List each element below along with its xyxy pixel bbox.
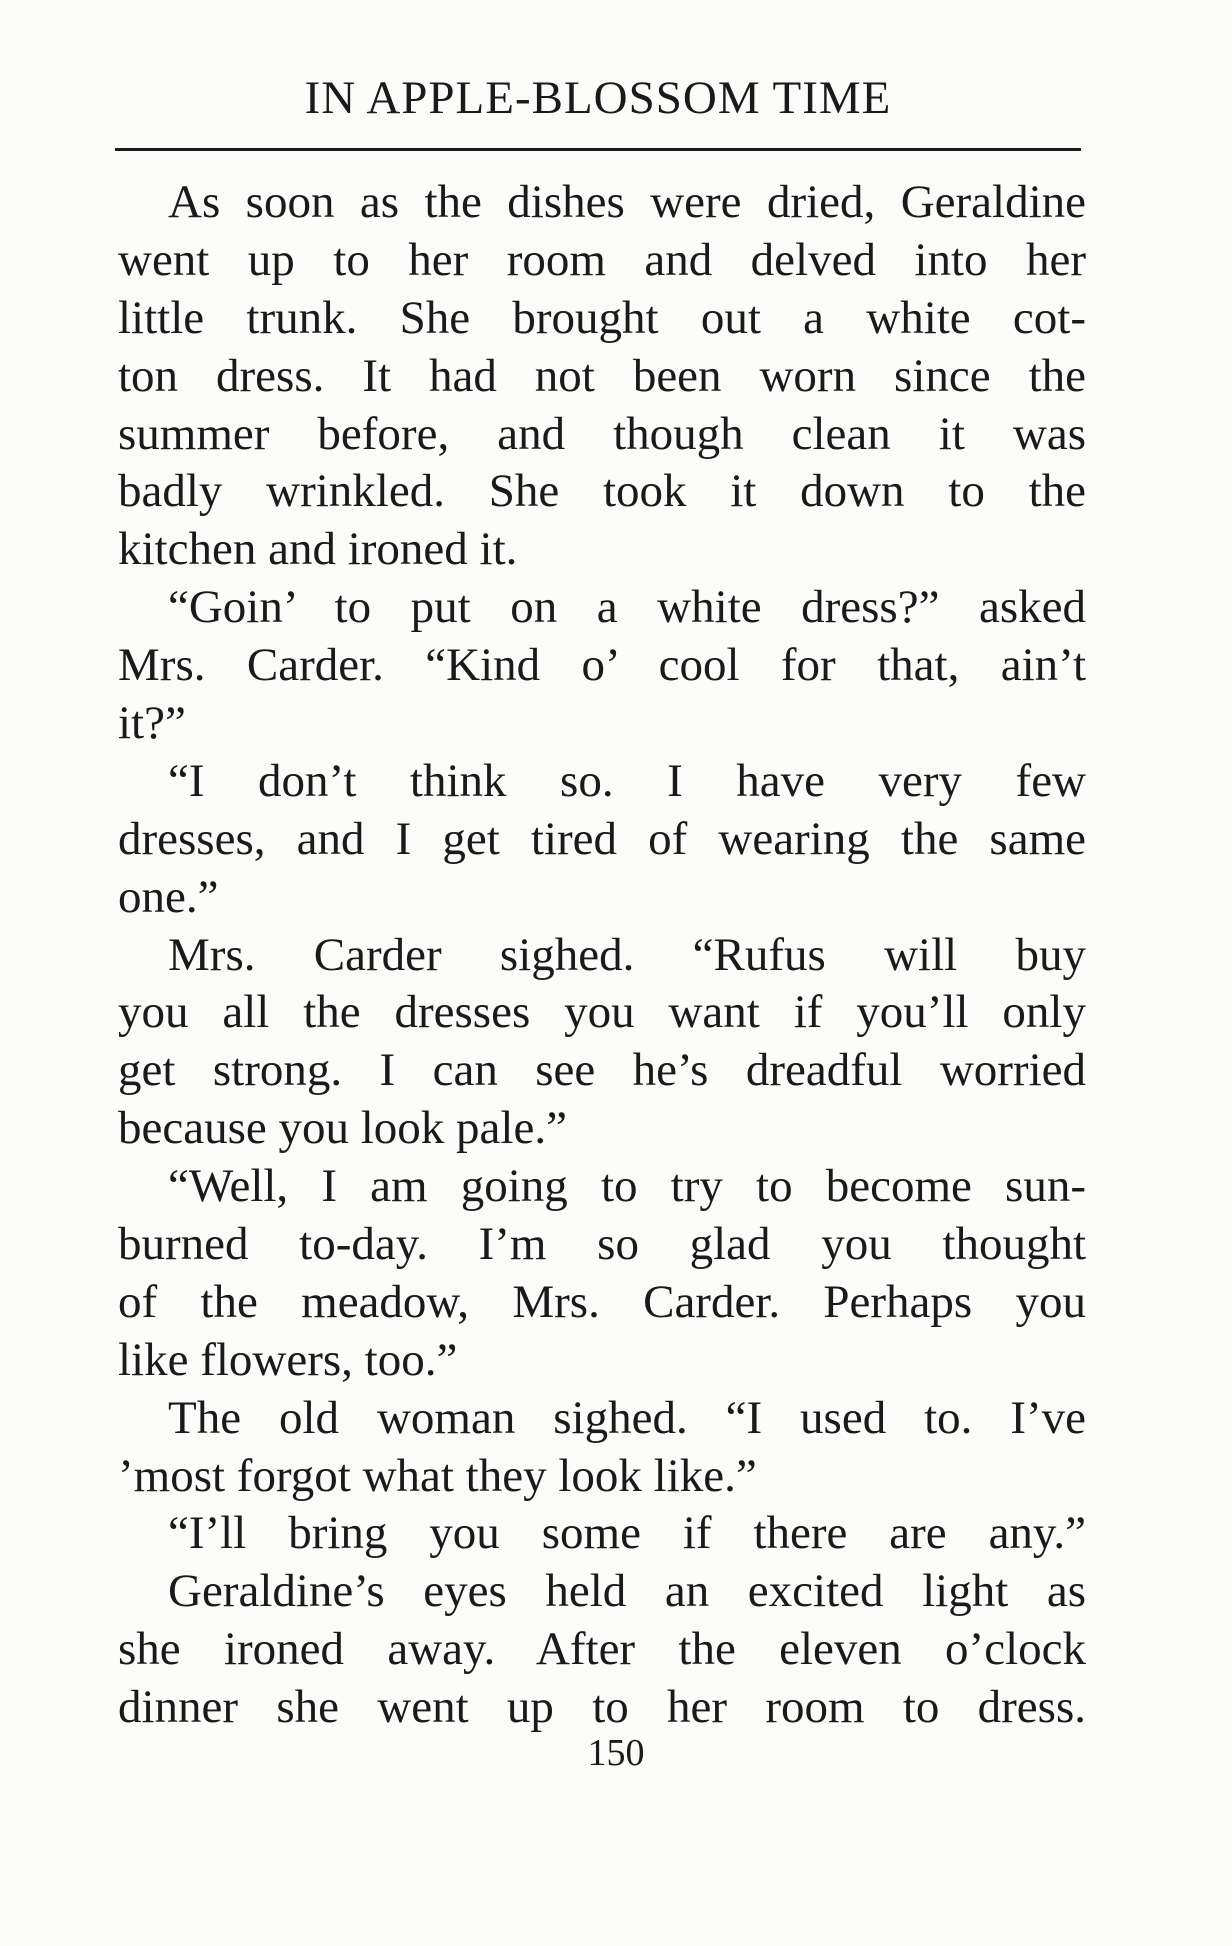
text-line: it?” — [118, 697, 186, 750]
text-line: ton dress. It had not been worn since the — [118, 349, 1086, 402]
text-line: Geraldine’s eyes held an excited light as — [168, 1565, 1086, 1618]
text-line: because you look pale.” — [118, 1102, 567, 1155]
header-rule — [115, 148, 1081, 151]
text-line: burned to-day. I’m so glad you thought — [118, 1218, 1086, 1271]
text-line: summer before, and though clean it was — [118, 407, 1086, 460]
text-line: Mrs. Carder. “Kind o’ cool for that, ain’t — [118, 639, 1086, 692]
text-line: badly wrinkled. She took it down to the — [118, 465, 1086, 518]
text-line: one.” — [118, 870, 219, 923]
text-line: of the meadow, Mrs. Carder. Perhaps you — [118, 1275, 1086, 1328]
text-line: ’most forgot what they look like.” — [118, 1449, 757, 1502]
text-line: “Goin’ to put on a white dress?” asked — [168, 581, 1086, 634]
running-head: IN APPLE-BLOSSOM TIME — [304, 72, 892, 124]
text-line: The old woman sighed. “I used to. I’ve — [168, 1391, 1086, 1444]
page-number: 150 — [587, 1732, 645, 1774]
text-line: like flowers, too.” — [118, 1333, 458, 1386]
text-line: little trunk. She brought out a white cot- — [118, 291, 1086, 344]
text-line: dresses, and I get tired of wearing the same — [118, 812, 1086, 865]
text-line: get strong. I can see he’s dreadful worried — [118, 1044, 1086, 1097]
text-line: went up to her room and delved into her — [118, 233, 1086, 286]
text-line: “I’ll bring you some if there are any.” — [168, 1507, 1086, 1560]
body-text — [118, 174, 1086, 1737]
text-line: you all the dresses you want if you’ll only — [118, 986, 1086, 1039]
text-line: she ironed away. After the eleven o’clock — [118, 1623, 1086, 1676]
text-line: “I don’t think so. I have very few — [168, 754, 1086, 807]
text-line: “Well, I am going to try to become sun- — [168, 1160, 1086, 1213]
text-line: kitchen and ironed it. — [118, 523, 518, 576]
text-line: As soon as the dishes were dried, Geraldine — [168, 176, 1086, 228]
text-line: Mrs. Carder sighed. “Rufus will buy — [168, 928, 1086, 981]
text-line: dinner she went up to her room to dress. — [118, 1681, 1086, 1734]
